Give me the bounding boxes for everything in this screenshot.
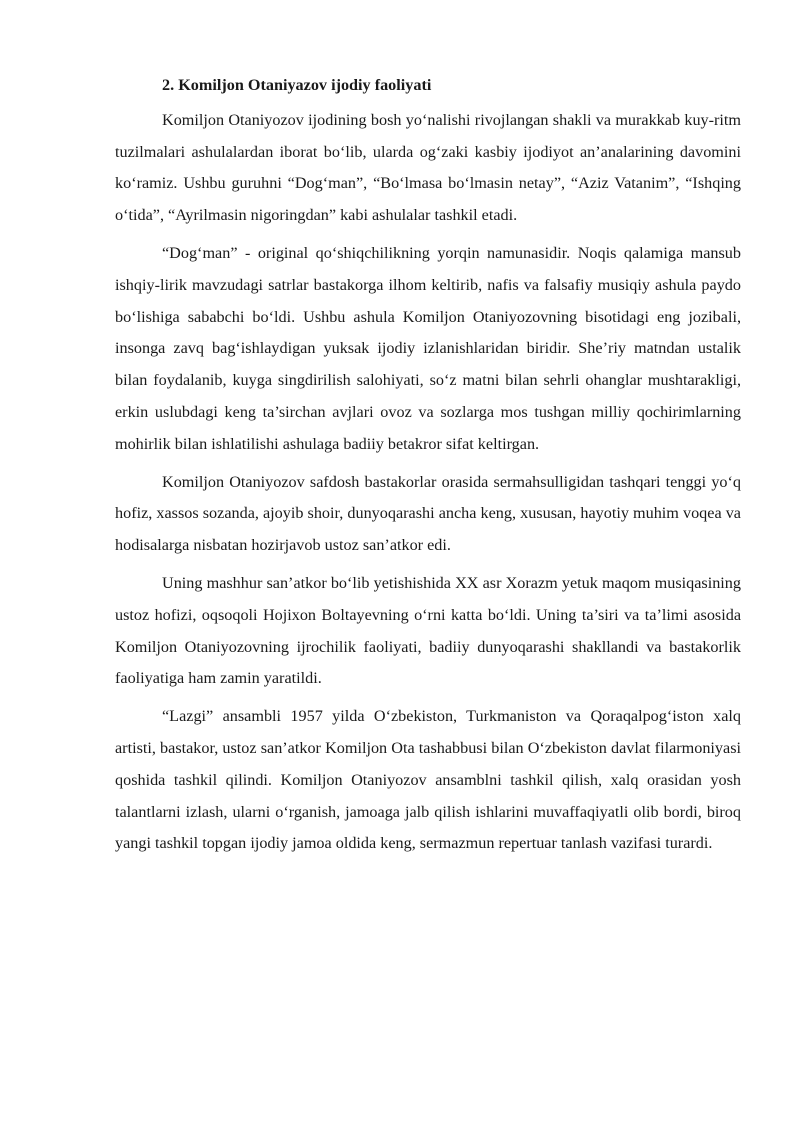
paragraph-4: Uning mashhur san’atkor bo‘lib yetishishida XX asr Xorazm yetuk maqom musiqasining ustoz hofizi, oqsoqoli Hojixon Boltayevning o‘rni katta bo‘ldi. Uning ta’siri va ta’limi asosida Komiljon Otaniyozovning ijrochilik faoliyati, badiiy dunyoqarashi shakllandi va bastakorlik faoliyatiga ham zamin yaratildi. [115,573,741,688]
paragraph-5: “Lazgi” ansambli 1957 yilda O‘zbekiston, Turkmaniston va Qoraqalpog‘iston xalq artisti, bastakor, ustoz san’atkor Komiljon Ota tashabbusi bilan O‘zbekiston davlat filarmoniyasi qoshida tashkil qilindi. Komiljon Otaniyozov ansamblni tashkil qilish, xalq orasidan yosh talantlarni izlash, ularni o‘rganish, jamoaga jalb qilish ishlarini muvaffaqiyatli olib bordi, biroq yangi tashkil topgan ijodiy jamoa oldida keng, sermazmun repertuar tanlash vazifasi turardi. [115,707,741,853]
paragraph-1: Komiljon Otaniyozov ijodining bosh yo‘nalishi rivojlangan shakli va murakkab kuy-ritm tuzilmalari ashulalardan iborat bo‘lib, ularda og‘zaki kasbiy ijodiyot an’analarining davomini ko‘ramiz. Ushbu guruhni “Dog‘man”, “Bo‘lmasa bo‘lmasin netay”, “Aziz Vatanim”, “Ishqing o‘tida”, “Ayrilmasin nigoringdan” kabi ashulalar tashkil etadi. [115,110,741,225]
document-page [115,70,741,860]
section-heading: 2. Komiljon Otaniyazov ijodiy faoliyati [162,76,432,94]
paragraph-3: Komiljon Otaniyozov safdosh bastakorlar orasida sermahsulligidan tashqari tenggi yo‘q hofiz, xassos sozanda, ajoyib shoir, dunyoqarashi ancha keng, xususan, hayotiy muhim voqea va hodisalarga nisbatan hozirjavob ustoz san’atkor edi. [115,472,741,555]
paragraph-2: “Dog‘man” - original qo‘shiqchilikning yorqin namunasidir. Noqis qalamiga mansub ishqiy-lirik mavzudagi satrlar bastakorga ilhom keltirib, nafis va falsafiy musiqiy ashula paydo bo‘lishiga sababchi bo‘ldi. Ushbu ashula Komiljon Otaniyozovning bisotidagi eng jozibali, insonga zavq bag‘ishlaydigan yuksak ijodiy izlanishlaridan biridir. She’riy matndan ustalik bilan foydalanib, kuyga singdirilish salohiyati, so‘z matni bilan sehrli ohanglar mushtarakligi, erkin uslubdagi keng ta’sirchan avjlari ovoz va sozlarga mos tushgan milliy qochirimlarning mohirlik bilan ishlatilishi ashulaga badiiy betakror sifat keltirgan. [115,243,741,453]
